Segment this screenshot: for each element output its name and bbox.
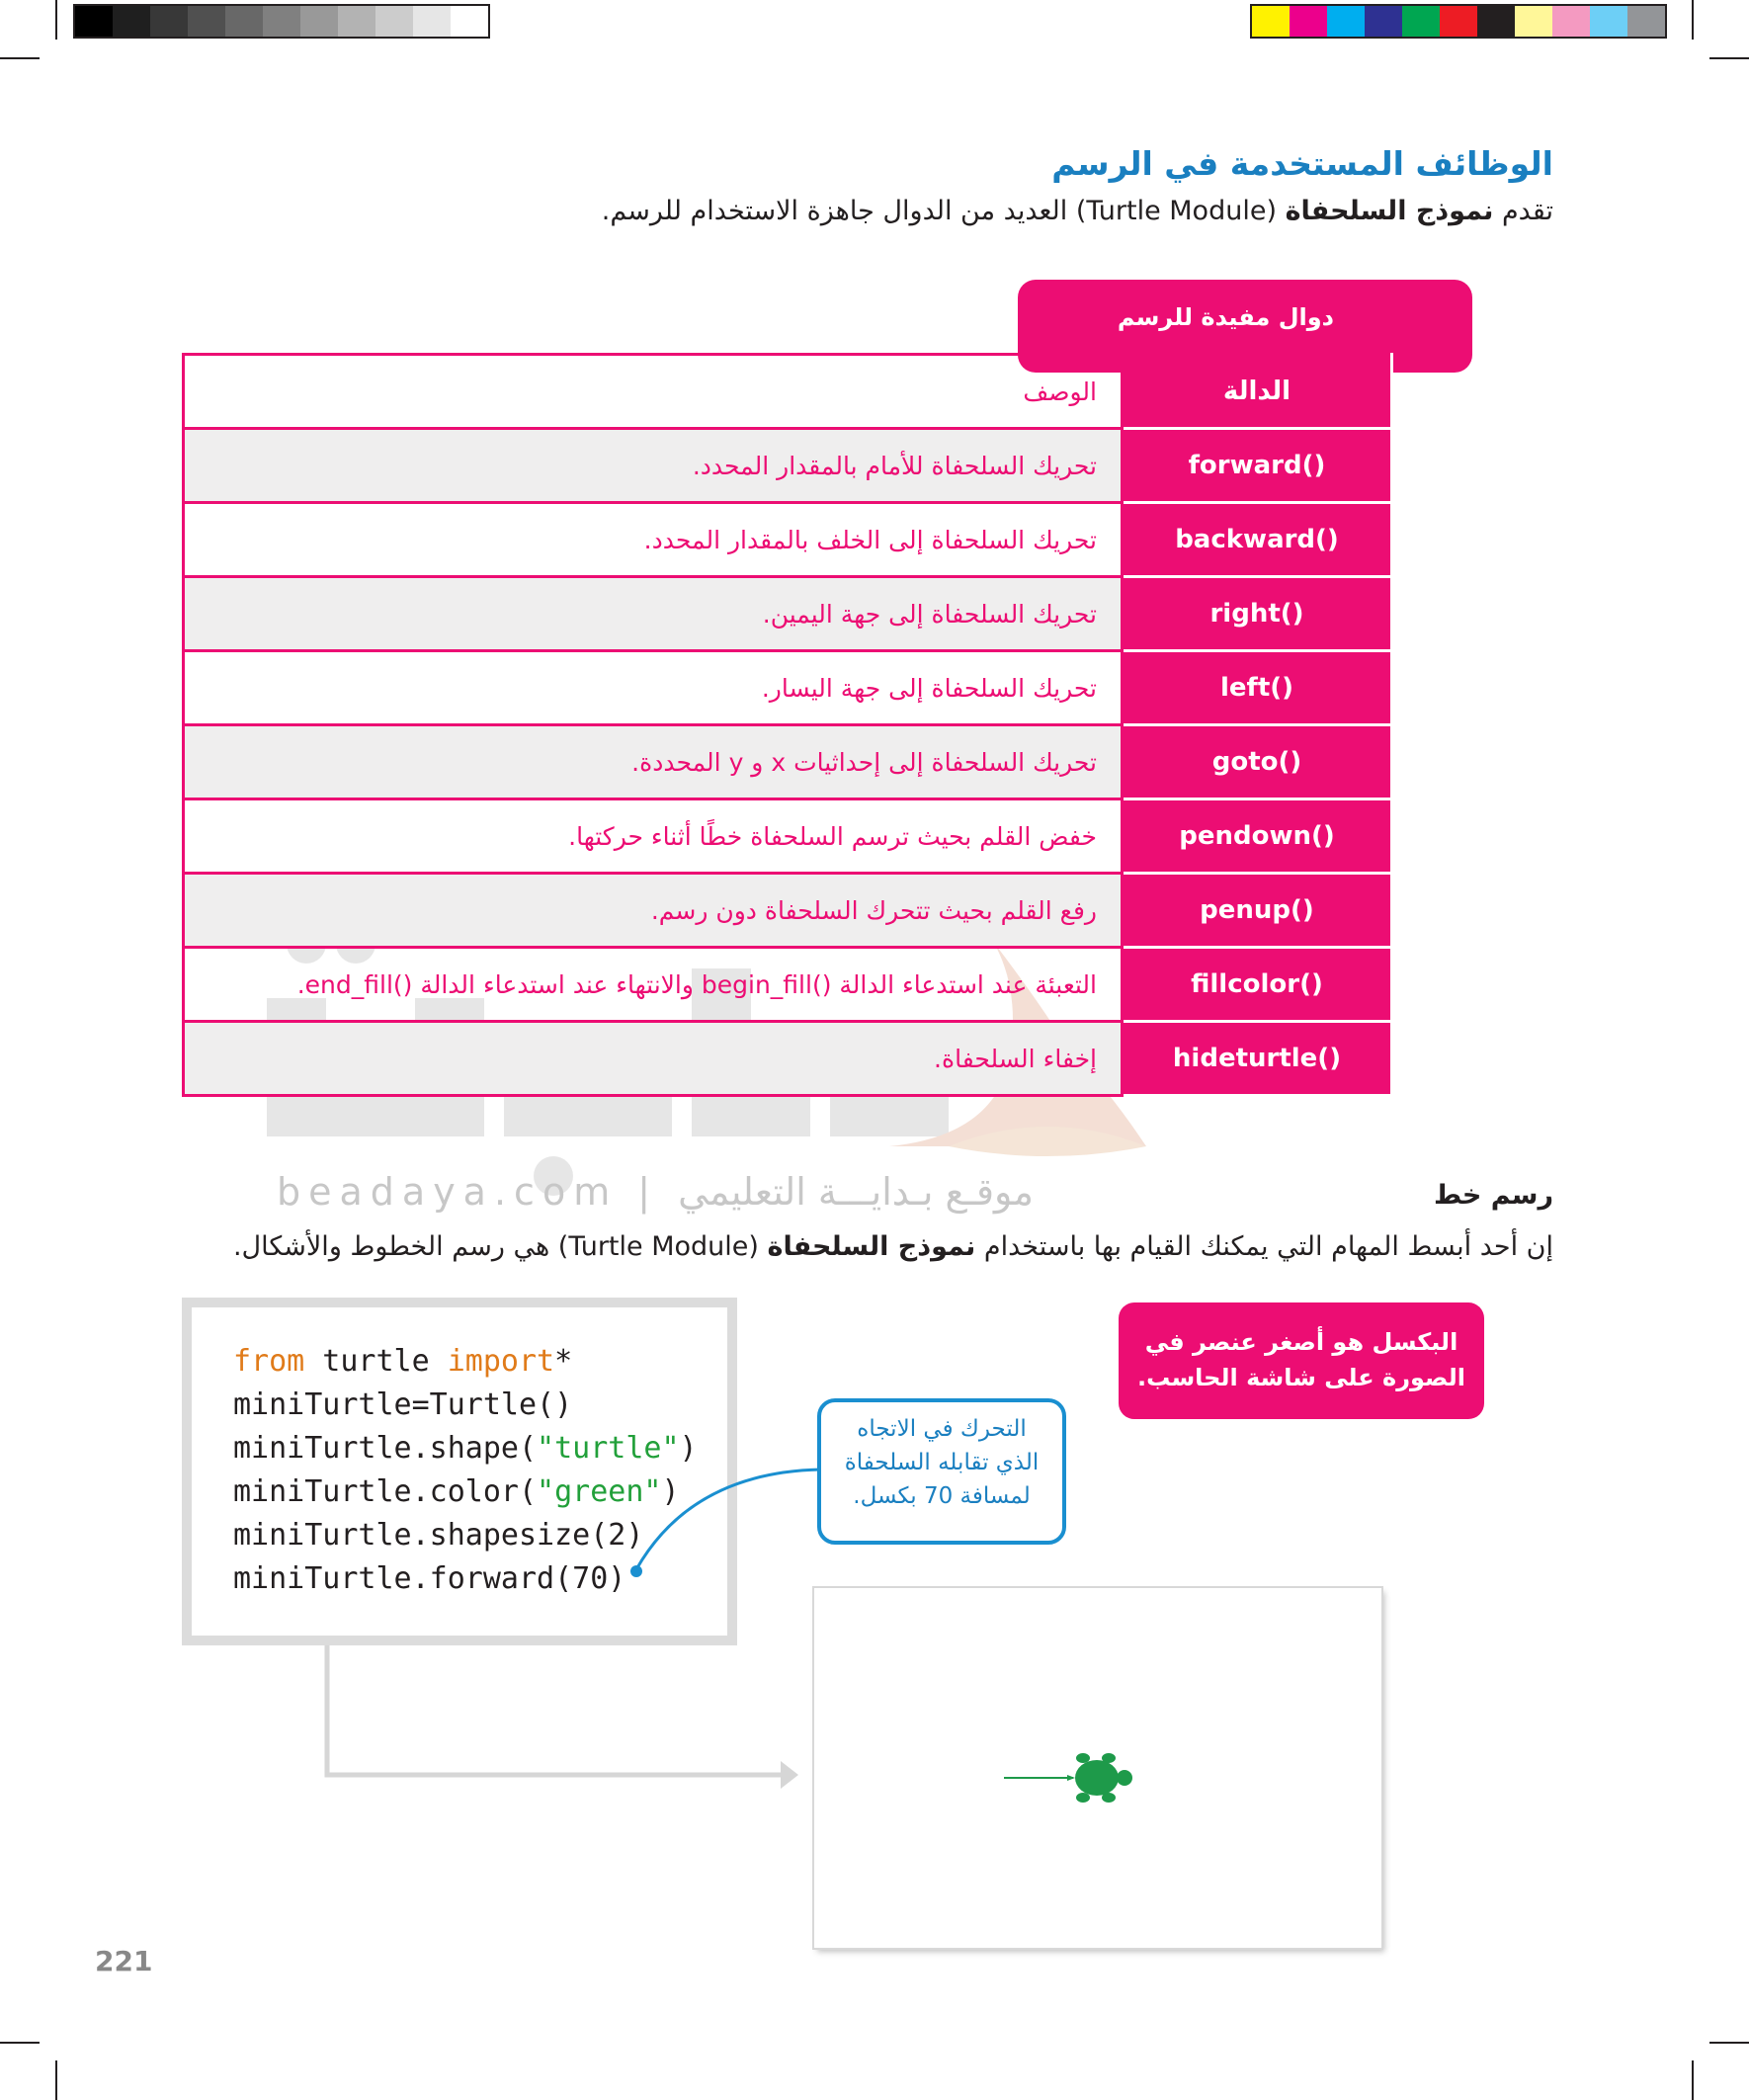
- row-description: تحريك السلحفاة للأمام بالمقدار المحدد.: [184, 429, 1123, 503]
- row-function: right(): [1123, 577, 1392, 651]
- pixel-definition-note: [1119, 1302, 1484, 1419]
- watermark-site-text: beadaya.com | موقـع بـدايـــة التعليمي: [277, 1170, 1035, 1214]
- row-function: backward(): [1123, 503, 1392, 577]
- row-description: تحريك السلحفاة إلى إحداثيات x و y المحددة.: [184, 725, 1123, 799]
- row-function: goto(): [1123, 725, 1392, 799]
- row-function: left(): [1123, 651, 1392, 725]
- turtle-icon: [1067, 1753, 1132, 1803]
- pixel-note-line: الصورة على شاشة الحاسب.: [1137, 1364, 1465, 1391]
- intro-text-pre: تقدم: [1501, 196, 1553, 226]
- header-function: الدالة: [1123, 355, 1392, 429]
- page-number: 221: [95, 1945, 153, 1977]
- code-text: miniTurtle.color(: [233, 1474, 538, 1509]
- row-description: تحريك السلحفاة إلى الخلف بالمقدار المحدد.: [184, 503, 1123, 577]
- code-text: miniTurtle.shape(: [233, 1431, 538, 1466]
- code-text: ): [661, 1474, 680, 1509]
- callout-line: لمسافة 70 بكسل.: [853, 1483, 1031, 1509]
- row-description: التعبئة عند استدعاء الدالة ()begin_fill والانتهاء عند استدعاء الدالة ()end_fill.: [184, 948, 1123, 1022]
- turtle-drawing: [814, 1588, 1381, 1948]
- code-line-2: miniTurtle=Turtle(): [233, 1387, 573, 1422]
- table-tab-label: دوال مفيدة للرسم: [1117, 303, 1334, 331]
- callout-line: التحرك في الاتجاه: [857, 1416, 1027, 1442]
- row-function: penup(): [1123, 874, 1392, 948]
- row-function: forward(): [1123, 429, 1392, 503]
- row-function: fillcolor(): [1123, 948, 1392, 1022]
- callout-dot: [630, 1565, 642, 1577]
- subsection-heading: رسم خط: [1433, 1180, 1553, 1211]
- code-keyword: from: [233, 1344, 305, 1379]
- row-function: pendown(): [1123, 799, 1392, 874]
- code-string: "turtle": [537, 1431, 680, 1466]
- callout-connector: [636, 1470, 820, 1569]
- code-string: "green": [537, 1474, 662, 1509]
- code-text: turtle: [304, 1344, 448, 1379]
- subsection-text-pre: إن أحد أبسط المهام التي يمكنك القيام بها باستخدام: [983, 1231, 1553, 1262]
- row-description: رفع القلم بحيث تتحرك السلحفاة دون رسم.: [184, 874, 1123, 948]
- row-function: hideturtle(): [1123, 1022, 1392, 1096]
- header-description: الوصف: [184, 355, 1123, 429]
- section-heading: الوظائف المستخدمة في الرسم: [1051, 144, 1553, 183]
- subsection-text-bold: نموذج السلحفاة: [767, 1231, 976, 1262]
- flow-arrow-line: [327, 1645, 781, 1775]
- row-description: خفض القلم بحيث ترسم السلحفاة خطًا أثناء حركتها.: [184, 799, 1123, 874]
- intro-text-post: (Turtle Module) العديد من الدوال جاهزة الاستخدام للرسم.: [601, 196, 1277, 226]
- callout-line: الذي تقابله السلحفاة: [844, 1450, 1040, 1475]
- row-description: إخفاء السلحفاة.: [184, 1022, 1123, 1096]
- forward-callout: [817, 1398, 1066, 1545]
- turtle-output-canvas: [814, 1588, 1381, 1948]
- code-text: ): [679, 1431, 698, 1466]
- subsection-text-post: (Turtle Module) هي رسم الخطوط والأشكال.: [232, 1231, 759, 1262]
- code-keyword: import: [447, 1344, 555, 1379]
- pixel-note-line: البكسل هو أصغر عنصر في: [1144, 1328, 1458, 1356]
- code-line-5: miniTurtle.shapesize(2): [233, 1518, 644, 1553]
- code-text: *: [554, 1344, 573, 1379]
- row-description: تحريك السلحفاة إلى جهة اليمين.: [184, 577, 1123, 651]
- flow-arrow-head: [781, 1761, 798, 1789]
- intro-text-bold: نموذج السلحفاة: [1285, 196, 1494, 226]
- row-description: تحريك السلحفاة إلى جهة اليسار.: [184, 651, 1123, 725]
- code-line-6: miniTurtle.forward(70): [233, 1561, 626, 1596]
